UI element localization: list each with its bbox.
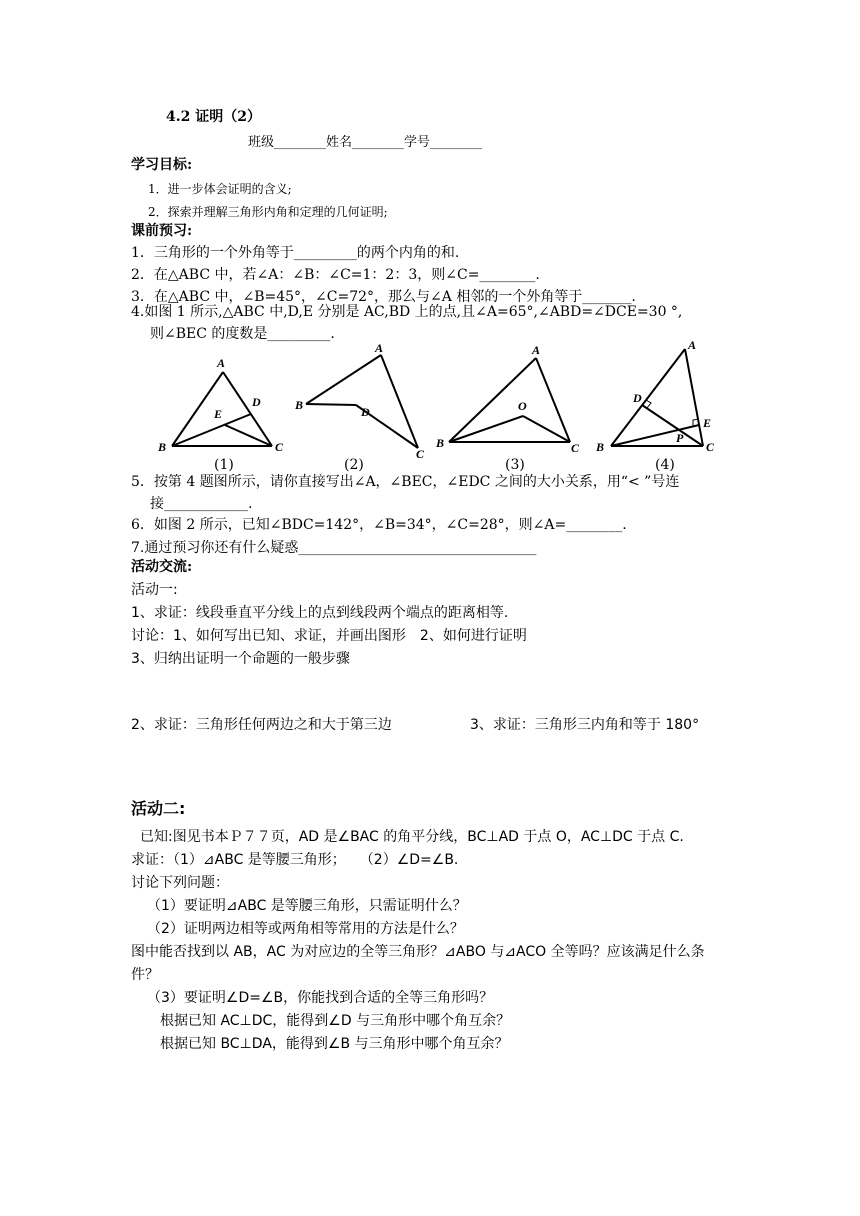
- fig2-segment-bd: [306, 404, 356, 405]
- preview-q2: 2．在△ABC 中，若∠A：∠B：∠C=1：2：3，则∠C=________.: [131, 267, 540, 283]
- fig3-segment-bo: [449, 416, 523, 442]
- preview-heading: 课前预习:: [131, 223, 193, 239]
- activity-2-prove: 求证：（1）⊿ABC 是等腰三角形； （2）∠D=∠B.: [131, 852, 459, 868]
- activity-2-q2-followup-line2: 件？: [131, 967, 159, 983]
- activity-2-q3-b: 根据已知 BC⊥DA，能得到∠B 与三角形中哪个角互余？: [160, 1036, 509, 1052]
- activity-2-q2: （2）证明两边相等或两角相等常用的方法是什么？: [147, 921, 464, 937]
- student-info-line: 班级________姓名________学号________: [248, 135, 483, 150]
- figure-4-caption: (4): [655, 457, 675, 473]
- fig2-side-ba: [306, 355, 381, 404]
- goal-item-1: 1．进一步体会证明的含义;: [148, 182, 292, 196]
- activity-2-q2-followup-line1: 图中能否找到以 AB，AC 为对应边的全等三角形？⊿ABO 与⊿ACO 全等吗？应该满足什么条: [131, 944, 705, 960]
- activity-2-discuss: 讨论下列问题：: [131, 875, 229, 891]
- fig4-label-d: D: [633, 391, 642, 405]
- activity-1-discussion: 讨论：1、如何写出已知、求证，并画出图形 2、如何进行证明: [131, 628, 527, 644]
- figure-2-caption: (2): [344, 457, 364, 473]
- preview-q3: 3．在△ABC 中，∠B=45°，∠C=72°，那么与∠A 相邻的一个外角等于_______.: [131, 289, 636, 305]
- activity-2-title: 活动二:: [131, 799, 186, 818]
- fig3-side-ac: [536, 358, 570, 442]
- activity-2-q3-a: 根据已知 AC⊥DC，能得到∠D 与三角形中哪个角互余？: [160, 1013, 511, 1029]
- fig1-label-d: D: [252, 395, 261, 409]
- preview-q4-line1: 4.如图 1 所示,△ABC 中,D,E 分别是 AC,BD 上的点,且∠A=65°,∠ABD=∠DCE=30 °,: [131, 304, 683, 320]
- fig3-label-b: B: [436, 436, 445, 450]
- activity-2-q1: （1）要证明⊿ABC 是等腰三角形，只需证明什么？: [147, 898, 467, 914]
- fig1-label-a: A: [217, 356, 226, 370]
- fig3-label-a: A: [532, 343, 541, 357]
- fig4-label-e: E: [703, 416, 712, 430]
- fig3-label-o: O: [518, 399, 527, 413]
- goal-item-2: 2．探索并理解三角形内角和定理的几何证明;: [148, 205, 388, 219]
- activity-1-item-2-prove: 2、求证：三角形任何两边之和大于第三边: [131, 717, 392, 733]
- activity-1-title: 活动一:: [131, 582, 178, 598]
- fig2-label-b: B: [295, 398, 304, 412]
- fig2-label-a: A: [375, 341, 384, 355]
- fig2-label-c: C: [416, 447, 425, 460]
- figure-1: [155, 350, 285, 455]
- fig2-label-d: D: [361, 405, 370, 419]
- page-title: 4.2 证明（2）: [166, 109, 261, 125]
- preview-q5-line1: 5．按第 4 题图所示，请你直接写出∠A，∠BEC，∠EDC 之间的大小关系，用“< ”号连: [131, 474, 680, 490]
- figure-4: [590, 335, 730, 460]
- fig4-label-a: A: [688, 338, 697, 352]
- activity-1-item-3-prove: 3、求证：三角形三内角和等于 180°: [470, 717, 700, 733]
- goals-heading: 学习目标:: [131, 157, 193, 173]
- figure-3: [435, 340, 585, 460]
- activity-2-q3: （3）要证明∠D=∠B，你能找到合适的全等三角形吗？: [147, 990, 494, 1006]
- fig3-label-c: C: [571, 441, 580, 455]
- activity-1-item-3: 3、归纳出证明一个命题的一般步骤: [131, 651, 350, 667]
- fig1-label-b: B: [158, 440, 167, 454]
- fig1-label-e: E: [214, 407, 223, 421]
- preview-q5-line2: 接____________.: [150, 496, 253, 512]
- figure-2: [290, 340, 440, 460]
- fig1-label-c: C: [275, 440, 284, 454]
- activity-1-item-1: 1、求证：线段垂直平分线上的点到线段两个端点的距离相等.: [131, 605, 509, 621]
- fig4-label-b: B: [596, 440, 605, 454]
- fig4-label-c: C: [706, 440, 715, 454]
- preview-q1: 1．三角形的一个外角等于_________的两个内角的和.: [131, 245, 460, 261]
- preview-q6: 6．如图 2 所示，已知∠BDC=142°，∠B=34°，∠C=28°，则∠A=________.: [131, 517, 627, 533]
- fig3-segment-oc: [523, 416, 570, 442]
- fig4-side-ac: [685, 349, 703, 446]
- exchange-heading: 活动交流:: [131, 559, 193, 575]
- activity-2-given: 已知:图见书本Ｐ７７页，AD 是∠BAC 的角平分线，BC⊥AD 于点 O，AC⊥DC 于点 C.: [140, 829, 684, 845]
- preview-q4-line2: 则∠BEC 的度数是_________.: [150, 326, 335, 342]
- preview-q7: 7.通过预习你还有什么疑惑__________________________________: [131, 540, 537, 556]
- figure-3-caption: (3): [505, 457, 525, 473]
- figure-1-caption: (1): [214, 457, 234, 473]
- fig4-label-p: P: [676, 431, 684, 445]
- fig4-right-angle-d: [646, 400, 651, 408]
